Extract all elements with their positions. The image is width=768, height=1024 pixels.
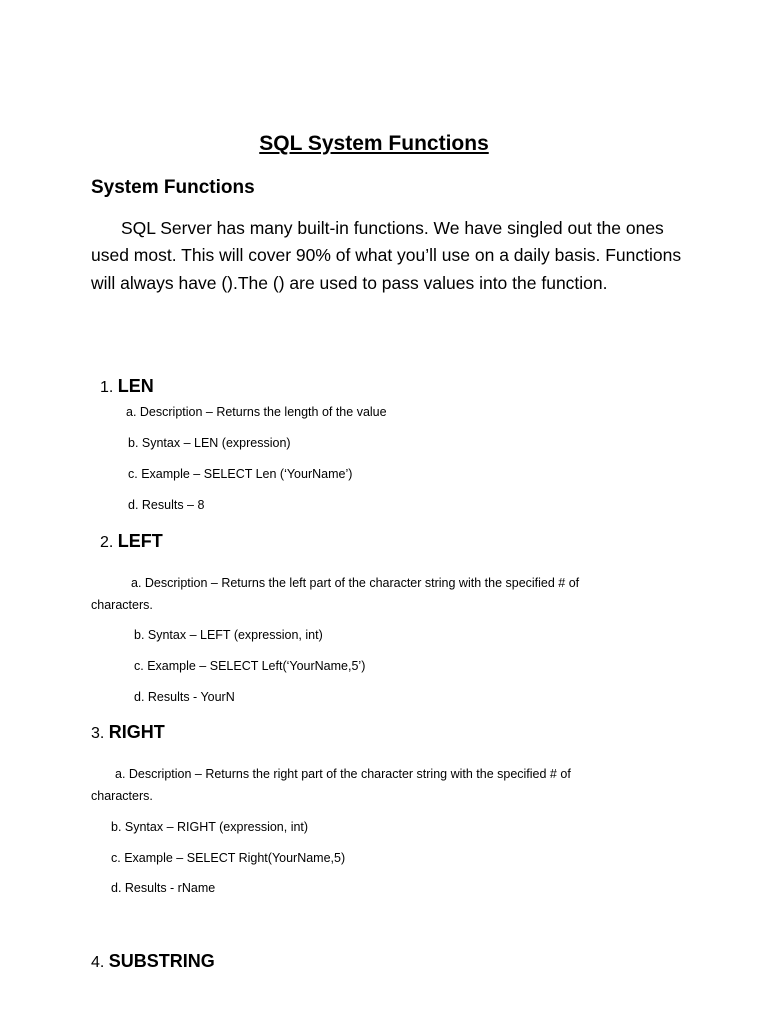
left-example: c. Example – SELECT Left(‘YourName,5’) xyxy=(134,659,366,673)
right-description-cont: characters. xyxy=(91,789,153,803)
function-name: RIGHT xyxy=(108,722,165,742)
right-results: d. Results - rName xyxy=(111,881,216,895)
right-example: c. Example – SELECT Right(YourName,5) xyxy=(111,851,346,865)
function-number: 2. xyxy=(100,534,114,551)
function-name: LEN xyxy=(117,376,154,396)
function-heading-right xyxy=(91,722,165,743)
left-syntax: b. Syntax – LEFT (expression, int) xyxy=(134,628,323,642)
intro-text: SQL Server has many built-in functions. We have singled out the ones used most. This will cover 90% of what you’ll use on a daily basis. Functions will always have ().The () are used to pass values into the function. xyxy=(91,218,682,293)
left-results: d. Results - YourN xyxy=(134,690,235,704)
len-description: a. Description – Returns the length of the value xyxy=(126,405,387,419)
len-syntax: b. Syntax – LEN (expression) xyxy=(128,436,291,450)
function-number: 4. xyxy=(91,954,105,971)
right-syntax: b. Syntax – RIGHT (expression, int) xyxy=(111,820,309,834)
section-heading: System Functions xyxy=(91,177,255,198)
page-title: SQL System Functions xyxy=(259,132,489,155)
function-heading-substring xyxy=(91,951,215,972)
function-name: LEFT xyxy=(117,531,163,551)
right-description: a. Description – Returns the right part of the character string with the specified # of xyxy=(115,767,571,781)
function-name: SUBSTRING xyxy=(108,951,215,971)
left-description-cont: characters. xyxy=(91,598,153,612)
function-number: 1. xyxy=(100,379,114,396)
intro-paragraph xyxy=(91,215,691,297)
len-example: c. Example – SELECT Len (‘YourName’) xyxy=(128,467,353,481)
left-description: a. Description – Returns the left part of the character string with the specified # of xyxy=(131,576,580,590)
len-results: d. Results – 8 xyxy=(128,498,205,512)
function-heading-len xyxy=(100,376,154,397)
function-heading-left xyxy=(100,531,163,552)
function-number: 3. xyxy=(91,725,105,742)
